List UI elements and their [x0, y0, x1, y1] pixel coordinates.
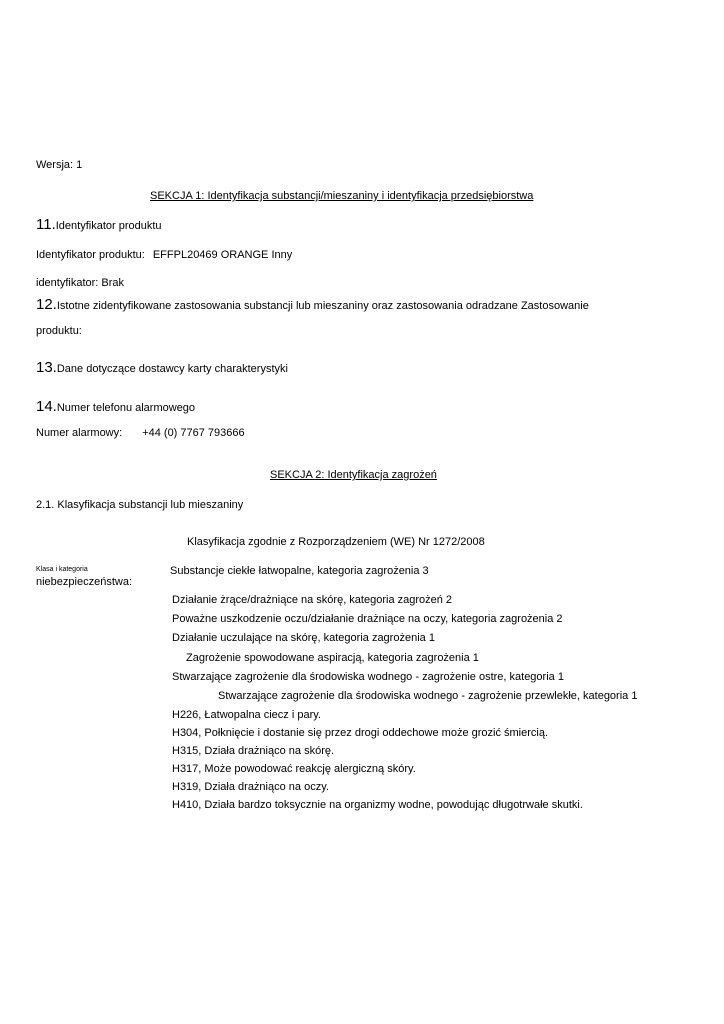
- version-label: Wersja: 1: [36, 159, 83, 171]
- hazard-statement: H315, Działa drażniąco na skórę.: [172, 745, 335, 757]
- subsection-title: Identyfikator produktu: [55, 220, 162, 232]
- subsection-number: 11.: [36, 216, 56, 233]
- subsection-title: Istotne zidentyfikowane zastosowania substancji lub mieszaniny oraz zastosowania odradzane Zastosowanie: [56, 300, 589, 312]
- hazard-statement: H226, Łatwopalna ciecz i pary.: [172, 709, 321, 721]
- hazard-class-item: Stwarzające zagrożenie dla środowiska wodnego - zagrożenie przewlekłe, kategoria 1: [218, 690, 638, 702]
- hazard-statement: H319, Działa drażniąco na oczy.: [172, 781, 329, 793]
- subsection-1-2: [36, 298, 589, 313]
- regulation-heading: Klasyfikacja zgodnie z Rozporządzeniem (WE) Nr 1272/2008: [187, 536, 485, 548]
- hazard-class-item: Poważne uszkodzenie oczu/działanie drażniące na oczy, kategoria zagrożenia 2: [172, 613, 563, 625]
- subsection-1-1: [36, 218, 162, 233]
- subsection-number: 12.: [36, 296, 57, 313]
- emergency-row: [36, 426, 245, 440]
- class-label-small: Klasa i kategoria: [36, 566, 88, 573]
- subsection-1-2-continuation: produktu:: [36, 325, 82, 337]
- subsection-number: 14.: [36, 398, 57, 415]
- section1-title: SEKCJA 1: Identyfikacja substancji/mieszaniny i identyfikacja przedsiębiorstwa: [150, 190, 534, 202]
- hazard-class-item: Działanie żrące/drażniące na skórę, kategoria zagrożeń 2: [172, 594, 453, 606]
- subsection-1-4: [36, 400, 195, 415]
- class-label: niebezpieczeństwa:: [36, 576, 133, 588]
- emergency-label: Numer alarmowy:: [36, 427, 123, 439]
- other-identifier: identyfikator: Brak: [36, 277, 125, 289]
- hazard-class-item: Substancje ciekłe łatwopalne, kategoria zagrożenia 3: [170, 565, 429, 577]
- subsection-1-3: [36, 361, 288, 376]
- section2-title: SEKCJA 2: Identyfikacja zagrożeń: [270, 469, 437, 481]
- hazard-class-item: Działanie uczulające na skórę, kategoria zagrożenia 1: [172, 632, 435, 644]
- product-id-value: EFFPL20469 ORANGE Inny: [152, 249, 293, 261]
- hazard-statement: H304, Połknięcie i dostanie się przez drogi oddechowe może grozić śmiercią.: [172, 727, 549, 739]
- subsection-2-1: 2.1. Klasyfikacja substancji lub mieszaniny: [36, 499, 244, 511]
- hazard-class-item: Stwarzające zagrożenie dla środowiska wodnego - zagrożenie ostre, kategoria 1: [172, 671, 564, 683]
- emergency-number: +44 (0) 7767 793666: [142, 427, 245, 439]
- product-id-label: Identyfikator produktu:: [36, 249, 145, 261]
- subsection-title: Numer telefonu alarmowego: [56, 402, 196, 414]
- hazard-statement: H317, Może powodować reakcję alergiczną skóry.: [172, 763, 416, 775]
- subsection-title: Dane dotyczące dostawcy karty charakterystyki: [56, 363, 288, 375]
- hazard-statement: H410, Działa bardzo toksycznie na organizmy wodne, powodując długotrwałe skutki.: [172, 799, 583, 811]
- hazard-class-item: Zagrożenie spowodowane aspiracją, kategoria zagrożenia 1: [186, 652, 479, 664]
- subsection-number: 13.: [36, 359, 57, 376]
- product-id-row: [36, 248, 292, 262]
